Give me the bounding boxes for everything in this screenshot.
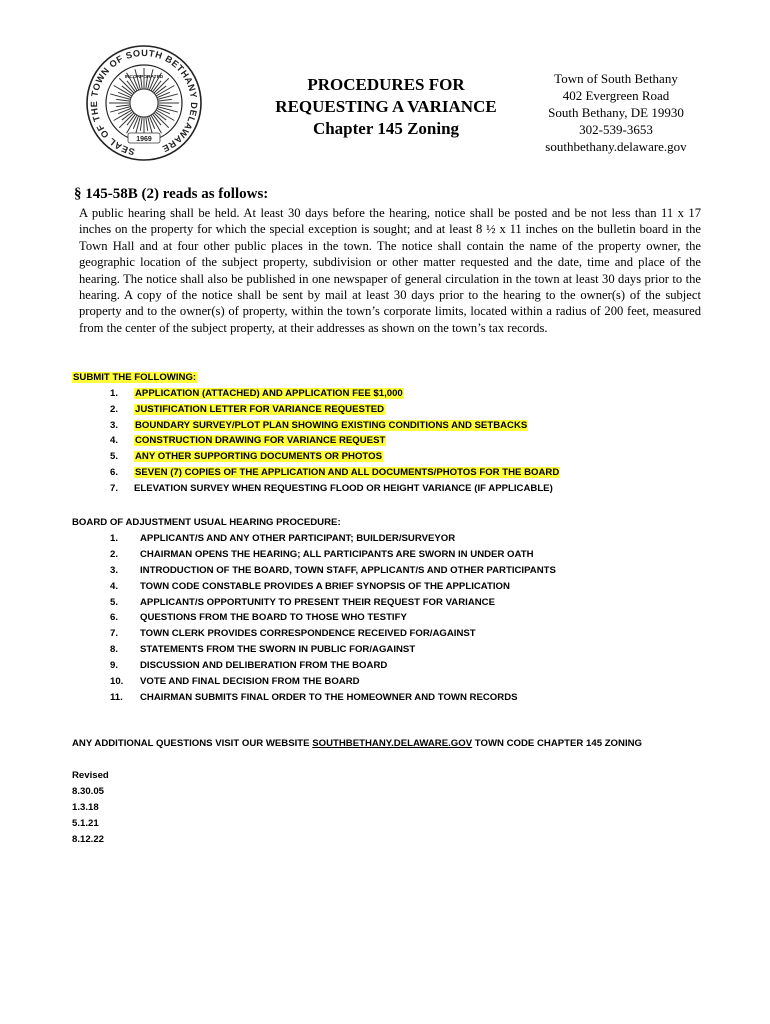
list-item [110, 658, 556, 674]
item-text: TOWN CODE CONSTABLE PROVIDES A BRIEF SYNOPSIS OF THE APPLICATION [140, 580, 510, 592]
seal-ray [154, 113, 169, 128]
seal-ray [119, 113, 134, 128]
item-number: 3. [110, 419, 119, 431]
revised-date: 5.1.21 [72, 818, 99, 829]
list-item [110, 449, 560, 465]
item-number: 6. [110, 466, 119, 478]
item-number: 5. [110, 451, 119, 463]
revised-date: 1.3.18 [72, 802, 99, 813]
item-number: 4. [110, 435, 119, 447]
item-text: INTRODUCTION OF THE BOARD, TOWN STAFF, APPLICANT/S AND OTHER PARTICIPANTS [140, 564, 556, 576]
item-text: ELEVATION SURVEY WHEN REQUESTING FLOOD OR HEIGHT VARIANCE (IF APPLICABLE) [134, 482, 553, 494]
contact-block [520, 70, 712, 155]
submit-heading-text: SUBMIT THE FOLLOWING: [73, 372, 197, 383]
item-number: 7. [110, 482, 119, 494]
item-text: BOUNDARY SURVEY/PLOT PLAN SHOWING EXISTING CONDITIONS AND SETBACKS [135, 419, 528, 431]
contact-name: Town of South Bethany [554, 71, 678, 86]
additional-suffix: TOWN CODE CHAPTER 145 ZONING [472, 738, 643, 749]
list-item [110, 595, 556, 611]
item-text: ANY OTHER SUPPORTING DOCUMENTS OR PHOTOS [135, 451, 382, 463]
seal-ray [146, 117, 148, 131]
list-item [110, 531, 556, 547]
item-text: APPLICANT/S OPPORTUNITY TO PRESENT THEIR REQUEST FOR VARIANCE [140, 596, 496, 608]
list-item [110, 418, 560, 434]
item-text: CHAIRMAN SUBMITS FINAL ORDER TO THE HOMEOWNER AND TOWN RECORDS [140, 691, 518, 703]
contact-street: 402 Evergreen Road [562, 88, 670, 103]
item-number: 5. [110, 596, 119, 608]
revised-date: 8.12.22 [72, 834, 105, 845]
item-text: DISCUSSION AND DELIBERATION FROM THE BOARD [140, 660, 388, 672]
item-number: 9. [110, 660, 119, 672]
list-item [110, 402, 560, 418]
list-item [110, 481, 560, 497]
item-number: 11. [110, 691, 123, 703]
section-body: A public hearing shall be held. At least 30 days before the hearing, notice shall be posted and be not less than 11 x 17 inches on the property for which the special exception is sought; and at least 8 ½ x 11 inches on the bulletin board in the Town Hall and at four other public places in the town. The notice shall contain the name of the property owner, the geographic location of the subject property, subdivision or other matter requested and the date, time and place of the hearing. The notice shall also be published in one newspaper of general circulation in the town at least 30 days prior to the hearing. A copy of the notice shall be sent by mail at least 30 days prior to the hearing to the owner(s) of the subject property and to the owner(s) of property, within the town’s corporate limits, located within a radius of 200 feet, measured from the center of the subject property, at their addresses as shown on the town’s tax records. [79, 206, 701, 335]
list-item [110, 674, 556, 690]
item-number: 3. [110, 564, 119, 576]
item-number: 1. [110, 533, 119, 544]
additional-prefix: ANY ADDITIONAL QUESTIONS VISIT OUR WEBSITE [72, 738, 313, 749]
item-text: TOWN CLERK PROVIDES CORRESPONDENCE RECEIVED FOR/AGAINST [140, 628, 476, 640]
list-item [110, 563, 556, 579]
title-line-1: PROCEDURES FOR [307, 75, 465, 94]
list-item [110, 465, 560, 481]
board-heading: BOARD OF ADJUSTMENT USUAL HEARING PROCEDURE: [72, 517, 341, 528]
item-number: 10. [110, 676, 124, 688]
item-number: 1. [110, 388, 119, 399]
list-item [110, 642, 556, 658]
list-item [110, 547, 556, 563]
item-number: 2. [110, 548, 119, 560]
item-text: SEVEN (7) COPIES OF THE APPLICATION AND ALL DOCUMENTS/PHOTOS FOR THE BOARD [135, 466, 560, 478]
seal-ray [116, 99, 130, 101]
item-text: CONSTRUCTION DRAWING FOR VARIANCE REQUEST [135, 435, 386, 447]
submit-heading [72, 372, 197, 383]
item-number: 8. [110, 644, 119, 656]
list-item [110, 690, 556, 706]
revision-history [72, 768, 109, 848]
list-item [110, 433, 560, 449]
item-text: APPLICANT/S AND ANY OTHER PARTICIPANT; BUILDER/SURVEYOR [140, 533, 456, 544]
town-seal-icon [85, 42, 203, 164]
revised-date: 8.30.05 [72, 786, 105, 797]
item-number: 7. [110, 628, 119, 640]
title-line-2: REQUESTING A VARIANCE [275, 97, 497, 116]
title-line-3: Chapter 145 Zoning [312, 119, 460, 138]
list-item [110, 386, 560, 402]
seal-ray [116, 105, 130, 107]
section-heading: § 145-58B (2) reads as follows: [74, 186, 269, 202]
item-text: APPLICATION (ATTACHED) AND APPLICATION FEE $1,000 [135, 388, 403, 399]
document-title [252, 74, 520, 140]
list-item [110, 626, 556, 642]
website-link[interactable]: SOUTHBETHANY.DELAWARE.GOV [312, 738, 473, 749]
seal-ring-text: SEAL OF THE TOWN OF SOUTH BETHANY DELAWARE [88, 47, 200, 158]
item-text: QUESTIONS FROM THE BOARD TO THOSE WHO TESTIFY [140, 612, 407, 624]
submit-list [110, 386, 560, 497]
contact-city: South Bethany, DE 19930 [548, 105, 684, 120]
list-item [110, 610, 556, 626]
seal-inner-text: INCORPORATED [124, 75, 164, 80]
item-number: 2. [110, 403, 119, 415]
board-procedure-list [110, 531, 556, 706]
item-number: 6. [110, 612, 119, 624]
list-item [110, 579, 556, 595]
additional-questions [72, 738, 642, 749]
contact-website[interactable]: southbethany.delaware.gov [545, 139, 687, 154]
seal-ray [158, 99, 172, 101]
item-text: VOTE AND FINAL DECISION FROM THE BOARD [140, 676, 360, 688]
item-number: 4. [110, 580, 119, 592]
revised-label: Revised [72, 770, 109, 781]
item-text: STATEMENTS FROM THE SWORN IN PUBLIC FOR/AGAINST [140, 644, 416, 656]
item-text: JUSTIFICATION LETTER FOR VARIANCE REQUESTED [135, 403, 385, 415]
seal-ray [119, 78, 134, 93]
seal-ray [158, 105, 172, 107]
seal-year: 1969 [136, 136, 152, 143]
contact-phone: 302-539-3653 [579, 122, 653, 137]
item-text: CHAIRMAN OPENS THE HEARING; ALL PARTICIPANTS ARE SWORN IN UNDER OATH [140, 548, 534, 560]
seal-ray [140, 117, 142, 131]
seal-ray [154, 78, 169, 93]
